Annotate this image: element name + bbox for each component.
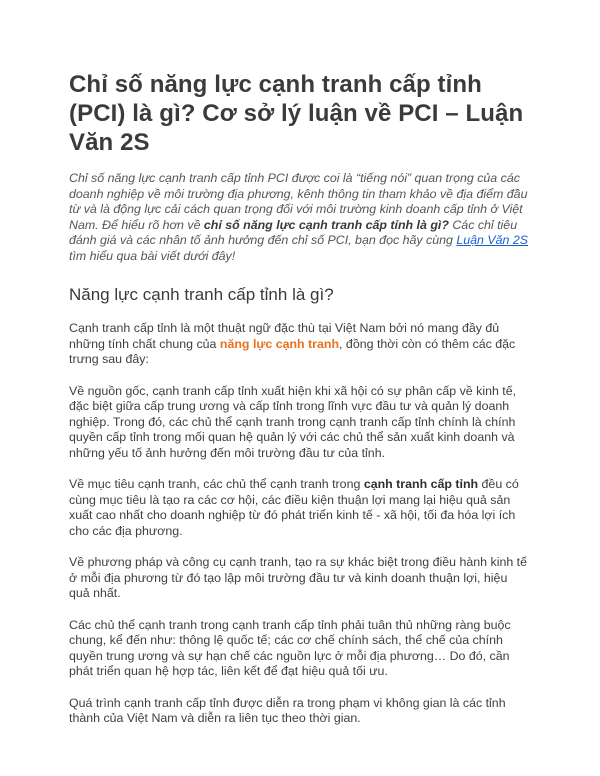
paragraph-3-bold: cạnh tranh cấp tỉnh: [363, 477, 479, 491]
paragraph-6: Quá trình cạnh tranh cấp tỉnh được diễn ra trong phạm vi không gian là các tỉnh thành của Việt Nam và diễn ra liên tục theo thời gian.: [69, 695, 506, 725]
document-page: [69, 70, 531, 743]
paragraph-1: [69, 321, 531, 368]
paragraph-1-text-after: , đồng thời còn có thêm các đặc trưng sau đây:: [69, 336, 516, 366]
page-title: Chỉ số năng lực cạnh tranh cấp tỉnh (PCI) là gì? Cơ sở lý luận về PCI – Luận Văn 2S: [69, 71, 524, 156]
paragraph-4: Về phương pháp và công cụ cạnh tranh, tạo ra sự khác biệt trong điều hành kinh tế ở mỗi địa phương từ đó tạo lập môi trường đầu tư và kinh doanh thuận lợi, hiệu quả nhất.: [69, 555, 527, 600]
intro-bold-question: chỉ số năng lực cạnh tranh cấp tỉnh là gì?: [203, 217, 449, 232]
paragraph-3: [69, 477, 531, 539]
paragraph-2: Về nguồn gốc, cạnh tranh cấp tỉnh xuất hiện khi xã hội có sự phân cấp về kinh tế, đặc biệt giữa cấp trung ương và cấp tỉnh trong lĩnh vực đầu tư và quản lý doanh nghiệp. Trong đó, các chủ thể cạnh tranh trong cạnh tranh cấp tỉnh chính là chính quyền cấp tỉnh trong mối quan hệ quản lý với các chủ thể sản xuất kinh doanh và những yếu tố ảnh hưởng đến môi trường đầu tư của tỉnh.: [69, 383, 517, 460]
paragraph-3-text-after: đều có cùng mục tiêu là tạo ra các cơ hội, các điều kiện thuận lợi mang lại hiệu quả sản xuất cao nhất cho doanh nghiệp từ đó phát triển kinh tế - xã hội, tối đa hóa lợi ích cho các địa phương.: [69, 477, 519, 538]
section-heading: Năng lực cạnh tranh cấp tỉnh là gì?: [69, 285, 334, 304]
intro-text-3: tìm hiểu qua bài viết dưới đây!: [69, 248, 236, 263]
paragraph-1-text-before: Cạnh tranh cấp tỉnh là một thuật ngữ đặc thù tại Việt Nam bởi nó mang đầy đủ những tính chất chung của: [69, 321, 500, 351]
nang-luc-canh-tranh-link[interactable]: năng lực cạnh tranh: [219, 336, 340, 351]
paragraph-5: Các chủ thể cạnh tranh trong cạnh tranh cấp tỉnh phải tuân thủ những ràng buộc chung, kể đến như: thông lệ quốc tế; các cơ chế chính sách, thể chế của chính quyền trung ương và sự hạn chế các nguồn lực ở mỗi địa phương… Do đó, cần phát triển quan hệ hợp tác, liên kết để đạt hiệu quả tối ưu.: [69, 617, 511, 678]
intro-text-1: Chỉ số năng lực cạnh tranh cấp tỉnh PCI được coi là “tiếng nói” quan trọng của các doanh nghiệp về môi trường địa phương, kênh thông tin tham khảo về địa điểm đầu từ và là động lực cải cách quan trọng đối với môi trường kinh doanh cấp tỉnh ở Việt Nam. Để hiểu rõ hơn về: [69, 171, 528, 232]
intro-text-2: Các chỉ tiêu đánh giá và các nhân tố ảnh hưởng đến chỉ số PCI, bạn đọc hãy cùng: [69, 217, 518, 247]
intro-paragraph: [69, 171, 531, 264]
paragraph-3-text-before: Về mục tiêu cạnh tranh, các chủ thể cạnh tranh trong: [69, 477, 364, 491]
luan-van-2s-link[interactable]: Luận Văn 2S: [456, 233, 528, 247]
